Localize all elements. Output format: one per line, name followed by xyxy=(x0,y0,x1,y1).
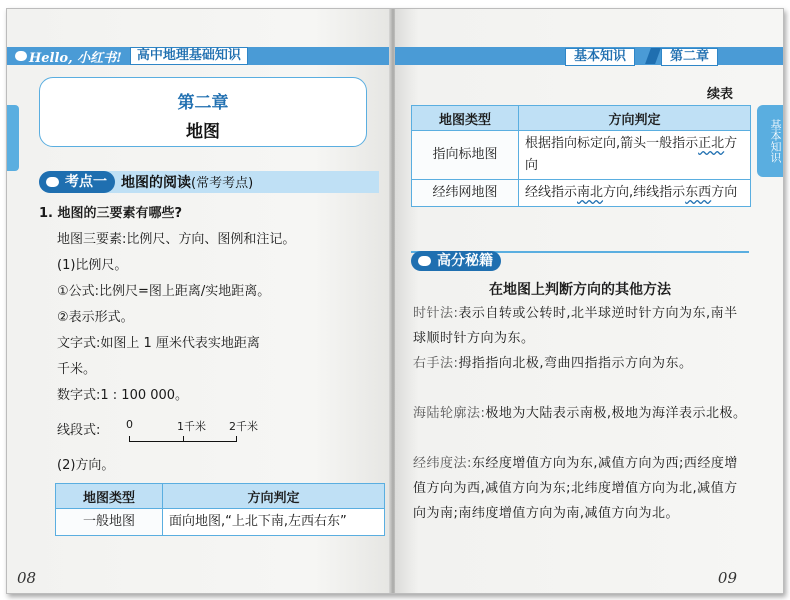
rule-text: 经线指示 xyxy=(525,185,578,200)
tips-title: 在地图上判断方向的其他方法 xyxy=(489,282,671,298)
rule-text: 方向 xyxy=(525,136,738,173)
table-header-rule: 方向判定 xyxy=(519,106,751,131)
chapter-number: 第二章 xyxy=(177,93,229,113)
chapter-title-box xyxy=(39,77,367,147)
right-header-band xyxy=(395,47,783,65)
header-pill: 基本知识 xyxy=(565,48,635,66)
section-badge xyxy=(39,171,115,193)
chapter-name: 地图 xyxy=(186,122,220,142)
body-line: 文字式:如图上 1 厘米代表实地距离 xyxy=(57,336,260,351)
body-line: ①公式:比例尺=图上距离/实地距离。 xyxy=(57,284,271,299)
direction-table-left xyxy=(55,483,385,536)
page-number-right: 09 xyxy=(717,569,737,587)
scale-tick-label: 1千米 xyxy=(177,420,206,433)
header-slash-icon xyxy=(645,48,661,64)
tip-key: 经纬度法: xyxy=(413,456,472,471)
book-title-tag: 高中地理基础知识 xyxy=(130,47,248,65)
page-number-left: 08 xyxy=(17,569,37,587)
section-note: (常考考点) xyxy=(191,176,254,191)
tip-paragraph xyxy=(413,301,751,351)
map-type-cell: 一般地图 xyxy=(56,509,163,536)
left-page xyxy=(7,9,391,593)
scale-tick-label: 2千米 xyxy=(229,420,258,433)
section-title xyxy=(121,172,253,192)
direction-rule-cell xyxy=(519,180,751,207)
table-header-type: 地图类型 xyxy=(412,106,519,131)
tip-text: 极地为大陆表示南极,极地为海洋表示北极。 xyxy=(485,406,747,421)
table-row xyxy=(56,509,385,536)
tip-paragraph xyxy=(413,401,751,426)
continued-label: 续表 xyxy=(706,87,733,102)
body-line: 地图三要素:比例尺、方向、图例和注记。 xyxy=(57,232,296,247)
brand-name: Hello, 小红书! xyxy=(29,50,122,66)
tip-text: 表示自转或公转时,北半球逆时针方向为东,南半球顺时针方向为东。 xyxy=(413,306,738,346)
scale-tick xyxy=(236,436,237,442)
tip-text: 拇指指向北极,弯曲四指指示方向为东。 xyxy=(458,356,693,371)
section-title-text: 地图的阅读 xyxy=(121,175,191,191)
direction-heading: (2)方向。 xyxy=(57,458,115,473)
tips-header xyxy=(411,251,749,275)
rule-text: 方向,纬线指示 xyxy=(603,185,686,200)
right-page xyxy=(395,9,783,593)
tip-key: 海陆轮廓法: xyxy=(413,406,486,421)
scale-tick xyxy=(183,436,184,442)
left-header-band xyxy=(7,47,391,65)
brand-logo-icon xyxy=(15,51,27,61)
tip-paragraph xyxy=(413,451,751,526)
tips-badge xyxy=(411,251,501,271)
left-side-tab xyxy=(7,105,19,171)
direction-rule-cell: 面向地图,“上北下南,左西右东” xyxy=(163,509,385,536)
table-row xyxy=(412,131,751,180)
tip-key: 右手法: xyxy=(413,356,459,371)
direction-rule-cell xyxy=(519,131,751,180)
scale-tick xyxy=(129,436,130,442)
direction-table-right xyxy=(411,105,751,207)
scale-tick-label: 0 xyxy=(126,418,133,431)
table-header-type: 地图类型 xyxy=(56,484,163,509)
scale-label: 线段式: xyxy=(57,423,101,438)
table-row xyxy=(412,180,751,207)
body-line: ②表示形式。 xyxy=(57,310,134,325)
rule-keyword: 正北 xyxy=(698,136,725,151)
badge-bubble-icon xyxy=(418,256,431,266)
map-type-cell: 指向标地图 xyxy=(412,131,519,180)
rule-keyword: 东西 xyxy=(685,185,712,200)
badge-bubble-icon xyxy=(46,177,59,187)
tip-text: 东经度增值方向为东,减值方向为西;西经度增值方向为西,减值方向为东;北纬度增值方向为北,减值方向为南;南纬度增值方向为南,减值方向为北。 xyxy=(413,456,738,521)
map-type-cell: 经纬网地图 xyxy=(412,180,519,207)
header-chapter: 第二章 xyxy=(661,48,718,66)
section-header xyxy=(39,171,379,193)
tip-key: 时针法: xyxy=(413,306,459,321)
body-line: 千米。 xyxy=(57,362,97,377)
section-badge-label: 考点一 xyxy=(65,174,107,190)
body-line: (1)比例尺。 xyxy=(57,258,128,273)
tip-paragraph xyxy=(413,351,751,376)
rule-keyword: 南北 xyxy=(577,185,604,200)
side-tab: 基本知识 xyxy=(757,105,783,177)
question-heading: 1. 地图的三要素有哪些? xyxy=(39,206,183,221)
rule-text: 方向 xyxy=(711,185,738,200)
table-header-rule: 方向判定 xyxy=(163,484,385,509)
body-line: 数字式:1 : 100 000。 xyxy=(57,388,189,403)
open-book xyxy=(6,8,784,594)
tips-badge-label: 高分秘籍 xyxy=(437,253,493,269)
rule-text: 根据指向标定向,箭头一般指示 xyxy=(525,136,699,151)
